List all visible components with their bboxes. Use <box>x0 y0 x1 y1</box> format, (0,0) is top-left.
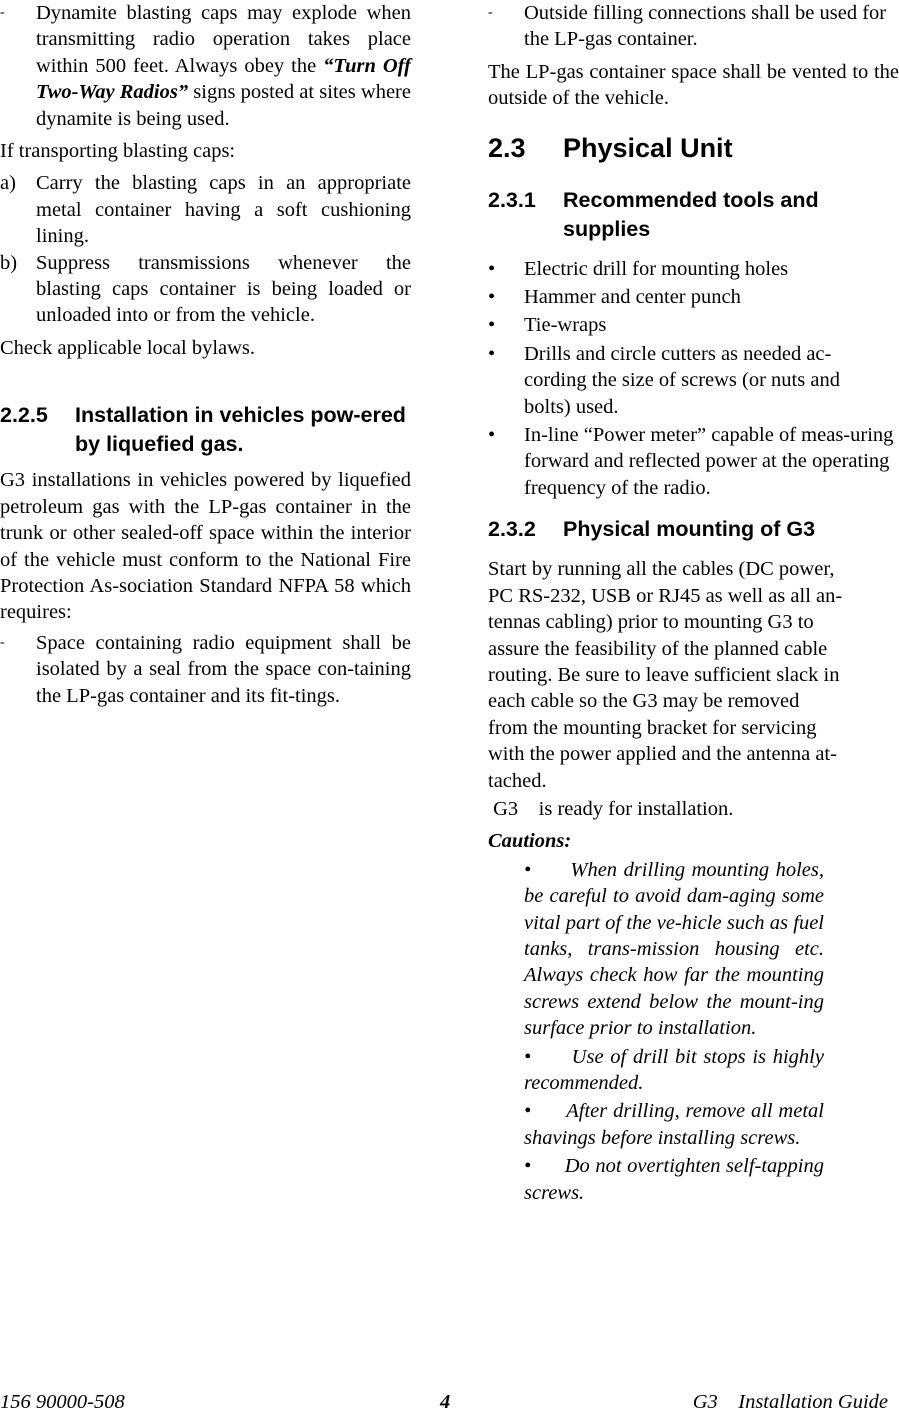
bullet-icon: • <box>488 424 496 447</box>
section-number: 2.2.5 <box>0 403 48 428</box>
section-number: 2.3.1 <box>488 187 536 212</box>
list-item-text: In-line “Power meter” capable of meas-uring forward and reflected power at the operating frequency of the radio. <box>524 424 894 499</box>
bullet-icon: • <box>524 1100 567 1123</box>
list-item <box>488 422 899 501</box>
footer-page-number: 4 <box>440 1391 451 1413</box>
list-item <box>488 341 868 420</box>
dynamite-warning-text: Dynamite blasting caps may explode when transmitting radio operation takes place within 500 feet. Always obey the <box>36 2 411 77</box>
bullet-icon: • <box>524 1045 572 1068</box>
dash-marker: - <box>0 634 5 650</box>
radios-sign-text: “Turn Off Two-Way Radios” <box>36 54 411 104</box>
bullet-icon: • <box>488 286 496 309</box>
bullet-icon: • <box>488 257 496 280</box>
text-line: tached. <box>488 769 547 792</box>
caution-text: After drilling, remove all metal shavings before installing screws. <box>524 1100 824 1149</box>
text-line: Start by running all the cables (DC power, <box>488 558 835 581</box>
requirement-item <box>0 630 411 709</box>
caution-text: Do not overtighten self-tapping screws. <box>524 1155 824 1204</box>
section-heading-232 <box>488 515 899 544</box>
mounting-paragraph <box>488 556 899 794</box>
section-heading-231 <box>488 186 899 244</box>
text-line: tennas cabling) prior to mounting G3 to <box>488 611 814 634</box>
list-item <box>488 284 868 310</box>
section-title: Physical Unit <box>563 132 733 163</box>
list-item <box>488 312 868 338</box>
bylaws-note: Check applicable local bylaws. <box>0 336 256 359</box>
bullet-icon: • <box>488 342 496 365</box>
bullet-icon: • <box>488 314 496 337</box>
footer-doc-number: 156 90000-508 <box>0 1391 125 1413</box>
tools-list <box>488 256 894 502</box>
text-line: assure the feasibility of the planned cable <box>488 637 828 660</box>
list-item <box>488 256 868 282</box>
list-item-text: Hammer and center punch <box>524 286 741 309</box>
requirement-text: Space containing radio equipment shall be isolated by a seal from the space con-taining the LP-gas container and its fit-tings. <box>36 631 411 707</box>
dash-marker: - <box>488 5 493 20</box>
section-heading-225 <box>0 401 411 459</box>
section-heading-23 <box>488 132 899 164</box>
transport-item-b <box>0 250 411 329</box>
caution-text: Use of drill bit stops is highly recommended. <box>524 1045 824 1094</box>
section-number: 2.3.2 <box>488 517 536 542</box>
transport-item-text: Carry the blasting caps in an appropriate metal container having a soft cushioning lining. <box>36 172 411 248</box>
section-title: Recommended tools and supplies <box>563 187 819 241</box>
requirement-item <box>488 0 899 53</box>
caution-item <box>524 857 824 1042</box>
section-title: Physical mounting of G3 <box>563 517 816 542</box>
text-line: PC RS-232, USB or RJ45 as well as all an- <box>488 584 843 607</box>
lp-gas-paragraph: G3 installations in vehicles powered by liquefied petroleum gas with the LP-gas container in the trunk or other sealed-off space within the interior of the vehicle must conform to the National Fire Protection As-sociation Standard NFPA 58 which requires: <box>0 469 411 624</box>
bullet-icon: • <box>524 858 571 881</box>
transport-intro: If transporting blasting caps: <box>0 140 236 163</box>
list-item-text: Electric drill for mounting holes <box>524 257 789 280</box>
caution-item <box>524 1153 824 1206</box>
dynamite-warning-end: signs posted at sites where dynamite is being used. <box>36 81 411 130</box>
requirement-text: Outside filling connections shall be used for the LP-gas container. <box>524 2 887 51</box>
transport-item-text: Suppress transmissions whenever the blasting caps container is being loaded or unloaded into or from the vehicle. <box>36 251 411 327</box>
section-number: 2.3 <box>488 132 526 163</box>
bullet-icon: • <box>524 1155 565 1178</box>
left-column <box>0 0 411 709</box>
dynamite-warning <box>0 0 411 132</box>
text-line: with the power applied and the antenna at- <box>488 743 837 766</box>
dash-marker: - <box>0 5 5 20</box>
item-marker: a) <box>0 172 16 195</box>
transport-item-a <box>0 170 411 249</box>
cautions-heading: Cautions: <box>488 830 572 853</box>
caution-item <box>524 1044 824 1097</box>
item-marker: b) <box>0 251 18 274</box>
caution-text: When drilling mounting holes, be careful to avoid dam-aging some vital part of the ve-hicle such as fuel tanks, trans-mission housing etc. Always check how far the mounting screws extend below the mount-ing surface prior to installation. <box>524 858 824 1040</box>
caution-item <box>524 1098 824 1151</box>
vented-paragraph: The LP-gas container space shall be vented to the outside of the vehicle. <box>488 60 899 110</box>
right-column <box>488 0 899 1206</box>
ready-text: G3 is ready for installation. <box>488 797 734 820</box>
list-item-text: Drills and circle cutters as needed ac-cording the size of screws (or nuts and bolts) used. <box>524 342 840 418</box>
text-line: from the mounting bracket for servicing <box>488 716 817 739</box>
text-line: each cable so the G3 may be removed <box>488 690 800 713</box>
section-title: Installation in vehicles pow-ered by liquefied gas. <box>75 403 406 457</box>
footer-guide-title: G3 Installation Guide <box>692 1391 888 1413</box>
list-item-text: Tie-wraps <box>524 314 607 337</box>
text-line: routing. Be sure to leave sufficient slack in <box>488 663 840 686</box>
